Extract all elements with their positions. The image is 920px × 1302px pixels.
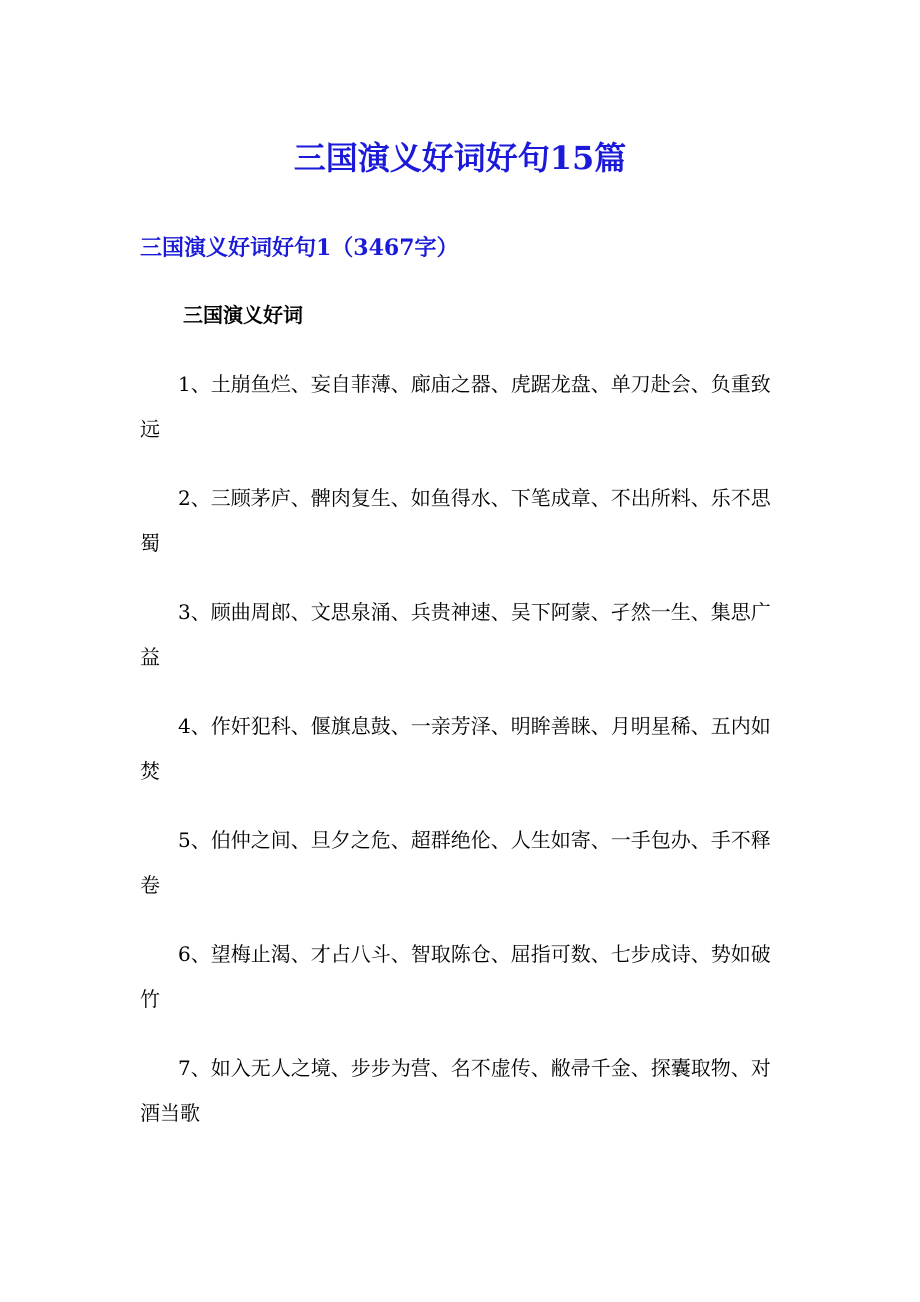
sub-heading: 三国演义好词: [183, 303, 303, 327]
list-item: 5、伯仲之间、旦夕之危、超群绝伦、人生如寄、一手包办、手不释卷: [140, 828, 771, 897]
section-heading: 三国演义好词好句1（3467字）: [140, 235, 459, 261]
list-item: 1、土崩鱼烂、妄自菲薄、廊庙之器、虎踞龙盘、单刀赴会、负重致远: [140, 372, 771, 441]
phrase-list: [140, 362, 780, 1160]
list-item: 2、三顾茅庐、髀肉复生、如鱼得水、下笔成章、不出所料、乐不思蜀: [140, 486, 771, 555]
list-item: 3、顾曲周郎、文思泉涌、兵贵神速、吴下阿蒙、孑然一生、集思广益: [140, 600, 771, 669]
list-item: 4、作奸犯科、偃旗息鼓、一亲芳泽、明眸善睐、月明星稀、五内如焚: [140, 714, 771, 783]
document-title: 三国演义好词好句15篇: [293, 139, 627, 177]
list-item: 7、如入无人之境、步步为营、名不虚传、敝帚千金、探囊取物、对酒当歌: [140, 1056, 771, 1125]
list-item: 6、望梅止渴、才占八斗、智取陈仓、屈指可数、七步成诗、势如破竹: [140, 942, 771, 1011]
